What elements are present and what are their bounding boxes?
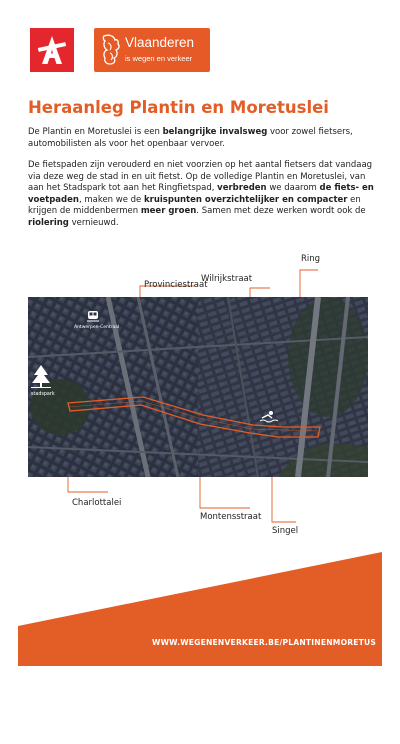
label-charlottalei: Charlottalei	[72, 498, 122, 508]
page-title: Heraanleg Plantin en Moretuslei	[28, 98, 329, 117]
body-text: , maken we de	[78, 194, 144, 205]
emphasis-text: meer groen	[140, 206, 197, 217]
label-montensstraat: Montensstraat	[200, 512, 262, 522]
emphasis-text: belangrijke invalsweg	[162, 127, 268, 137]
emphasis-text: de fiets- en voetpaden	[28, 183, 374, 205]
vlaanderen-subtitle: is wegen en verkeer	[125, 54, 193, 63]
label-provinciestraat: Provinciestraat	[144, 280, 208, 290]
body-text: vernieuwd.	[68, 217, 119, 228]
vlaanderen-title: Vlaanderen	[125, 35, 195, 50]
body-text: . Samen met deze werken wordt ook de	[196, 206, 366, 217]
central-station-label: Antwerpen-Centraal	[74, 325, 120, 330]
body-text: voor zowel fietsers, automobilisten als voor het openbaar vervoer.	[28, 127, 353, 149]
emphasis-text: verbreden	[217, 183, 267, 194]
label-singel: Singel	[272, 526, 299, 536]
body-text: en krijgen de middenbermen	[28, 194, 361, 217]
body-text: De fietspaden zijn verouderd en niet voorzien op het aantal fietsers dat vandaag via deze weg de stad in en uit fietst. Op de volledige Plantin en Moretuslei, van aan het Stadspark tot aan het Ringfietspad,	[28, 160, 373, 194]
emphasis-text: riolering	[28, 217, 69, 228]
label-ring: Ring	[301, 254, 321, 264]
body-text: De Plantin en Moretuslei is een	[28, 127, 163, 137]
label-wilrijkstraat: Wilrijkstraat	[201, 274, 253, 284]
body-text: we daarom	[266, 183, 320, 194]
footer-url-link[interactable]: WWW.WEGENENVERKEER.BE/PLANTINENMORETUS	[152, 638, 377, 647]
stadspark-label: stadspark	[31, 392, 55, 397]
emphasis-text: kruispunten overzichtelijker en compacter	[143, 194, 348, 205]
